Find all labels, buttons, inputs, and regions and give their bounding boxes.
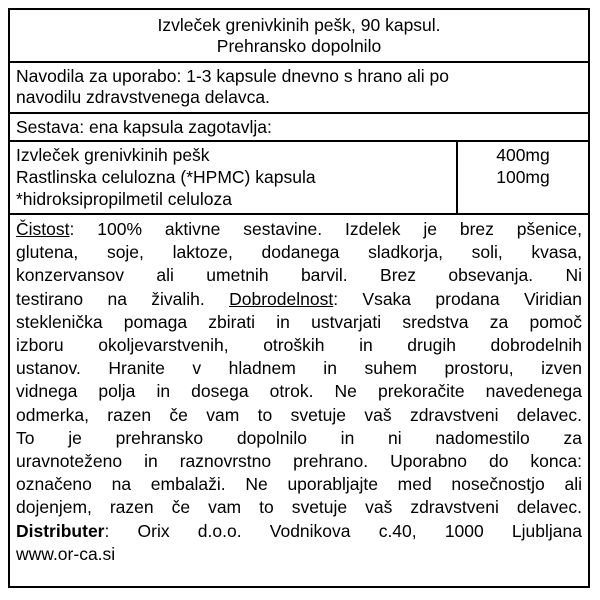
ingredient-amount: 100mg (496, 167, 550, 187)
composition-names (10, 142, 458, 213)
ingredient-name: Izvleček grenivkinih pešk (16, 145, 210, 165)
details-line: To je prehransko dopolnilo in ni nadomestilo za (16, 427, 582, 448)
supplement-label (8, 8, 590, 588)
product-name: Izvleček grenivkinih pešk, 90 kapsul. (157, 15, 441, 35)
details-line: konzervansov ali umetnih barvil. Brez obsevanja. Ni (16, 265, 582, 286)
directions-line-1: Navodila za uporabo: 1-3 kapsule dnevno s hrano ali po (16, 66, 449, 86)
details-line: uravnoteženo in raznovrstno prehrano. Uporabno do konca: (16, 451, 582, 472)
details-line: ustanov. Hranite v hladnem in suhem prostoru, izven (16, 358, 582, 379)
composition-footnote: *hidroksipropilmetil celuloza (16, 189, 232, 209)
composition-heading: Sestava: ena kapsula zagotavlja: (10, 114, 588, 142)
ingredient-amount: 400mg (496, 145, 550, 165)
directions-line-2: navodilu zdravstvenega delavca. (16, 87, 270, 107)
details-section (10, 215, 588, 569)
directions-section (10, 63, 588, 114)
composition-amounts (458, 142, 588, 213)
ingredient-name: Rastlinska celulozna (*HPMC) kapsula (16, 167, 316, 187)
details-line: izboru okoljevarstvenih, otroških in drugih dobrodelnih (16, 335, 582, 356)
details-line: glutena, soje, laktoze, dodanega sladkorja, soli, kvasa, (16, 242, 582, 263)
details-line: Čistost: 100% aktivne sestavine. Izdelek je brez pšenice, (16, 219, 582, 239)
purity-label: Čistost (16, 219, 70, 239)
details-line: dojenjem, razen če vam to svetuje vaš zdravstveni delavec. (16, 497, 582, 518)
website-text: www.or-ca.si (16, 543, 116, 564)
details-line: odmerka, razen če vam to svetuje vaš zdravstveni delavec. (16, 404, 582, 425)
distributor-label: Distributer (16, 520, 105, 541)
composition-table (10, 142, 588, 215)
product-category: Prehransko dopolnilo (216, 36, 382, 56)
details-line: steklenička pomaga zbirati in ustvarjati sredstva za pomoč (16, 311, 582, 332)
distributor-line: Distributer: Orix d.o.o. Vodnikova c.40, 1000 Ljubljana (16, 520, 582, 541)
label-title (10, 10, 588, 63)
charity-label: Dobrodelnost (229, 288, 334, 309)
details-line: označeno na embalaži. Ne uporabljajte med nosečnostjo ali (16, 474, 582, 495)
details-line: testirano na živalih. Dobrodelnost: Vsaka prodana Viridian (16, 288, 582, 309)
details-line: vidnega polja in dosega otrok. Ne prekoračite navedenega (16, 381, 582, 402)
